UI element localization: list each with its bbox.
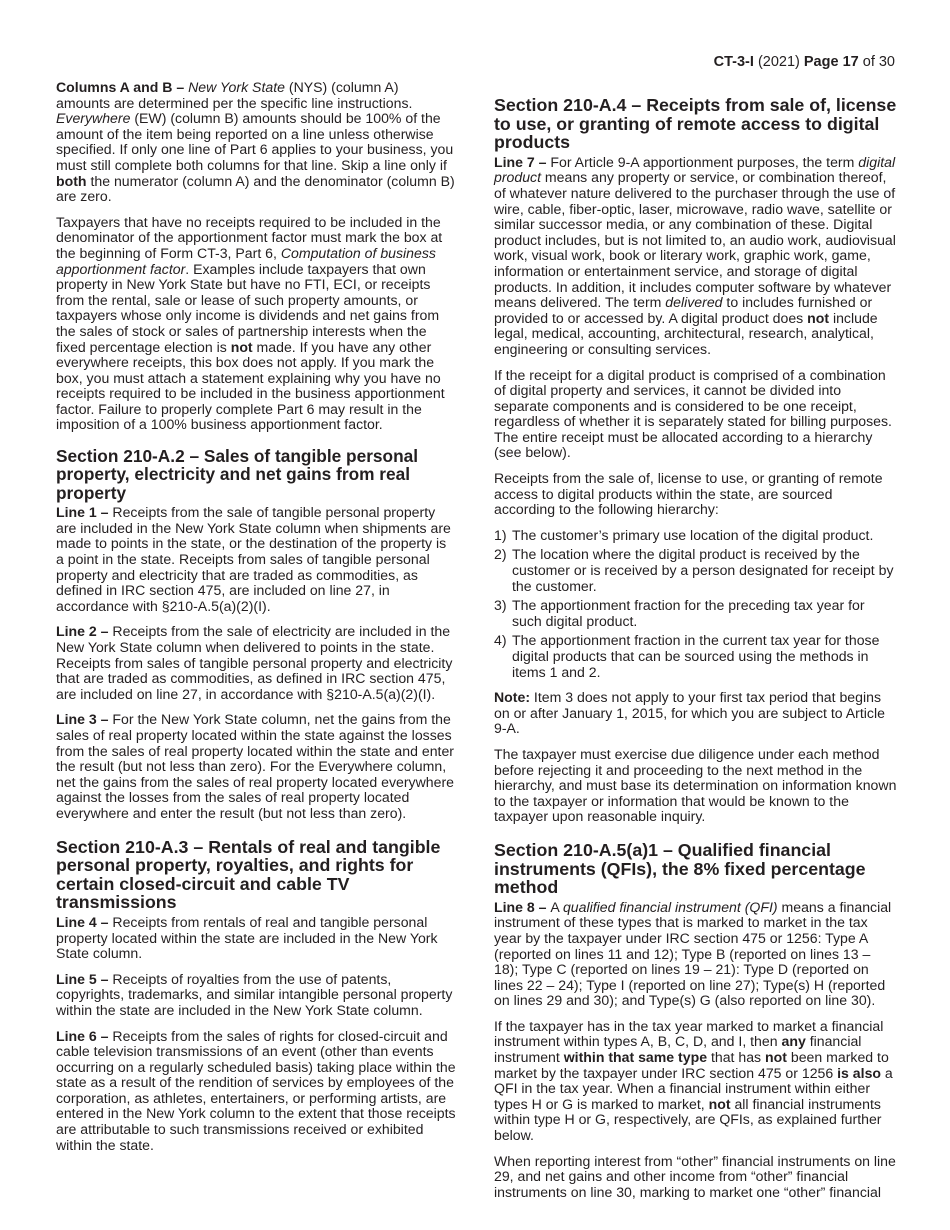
text-run: Receipts from the sales of rights for closed-circuit and cable television transmissions of an event (other than events occurring on a regularly scheduled basis) taking place within the state as a result of the rendition of services by employees of the corporation, as athletes, entertainers, or performing artists, are entered in the New York column to the extent that those receipts are attributable to such transmissions received or exhibited within the state. bbox=[56, 1027, 456, 1153]
marked-to-market-paragraph bbox=[494, 1019, 897, 1144]
qfi-term: qualified financial instrument (QFI) bbox=[562, 898, 778, 915]
no-receipts-paragraph bbox=[56, 215, 456, 433]
hierarchy-intro-paragraph: Receipts from the sale of, license to use, or granting of remote access to digital products within the state, are sourced according to the following hierarchy: bbox=[494, 470, 883, 518]
columns-a-b-paragraph bbox=[56, 80, 456, 205]
list-text: The customer’s primary use location of the digital product. bbox=[512, 526, 874, 543]
text-run: (NYS) (column A) amounts are determined per the specific line instructions. bbox=[56, 79, 413, 111]
line-6-paragraph bbox=[56, 1029, 456, 1154]
text-run: A bbox=[550, 898, 563, 915]
form-number: CT-3-I bbox=[713, 54, 754, 70]
list-number: 1) bbox=[494, 526, 507, 543]
line-8-paragraph bbox=[494, 900, 897, 1009]
text-run: Receipts from the sale of electricity are included in the New York State column when delivered to points in the state. Receipts from sales of tangible personal property and electricity that are traded as commodities, as defined in IRC section 475, are included on line 27, in accordance with §210-A.5(a)(2)(I). bbox=[56, 623, 453, 702]
line-label: Line 3 – bbox=[56, 711, 113, 728]
section-210-a4-heading: Section 210-A.4 – Receipts from sale of, license to use, or granting of remote access to digital products bbox=[494, 95, 897, 153]
text-run: (EW) (column B) amounts should be 100% of the amount of the item being reported on a line unless otherwise specified. If only one line of Part 6 applies to your business, you must still complete both columns for that line. Skip a line only if bbox=[56, 110, 454, 173]
emphasis-both: both bbox=[56, 172, 87, 189]
combination-receipt-paragraph: If the receipt for a digital product is comprised of a combination of digital property and services, it cannot be divided into separate components and is considered to be one receipt, regardless of whether it is separately stated for billing purposes. The entire receipt must be allocated according to a hierarchy (see below). bbox=[494, 366, 892, 461]
line-2-paragraph bbox=[56, 624, 456, 702]
note-label: Note: bbox=[494, 689, 531, 706]
right-column bbox=[494, 80, 897, 1210]
line-3-paragraph bbox=[56, 712, 456, 821]
hierarchy-list bbox=[494, 528, 897, 680]
text-run: that has bbox=[707, 1049, 766, 1066]
text-run: financial instrument bbox=[494, 1033, 862, 1066]
list-item bbox=[494, 633, 897, 680]
emphasis-not: not bbox=[708, 1095, 731, 1112]
text-run: include legal, medical, accounting, architectural, research, analytical, engineering or consulting services. bbox=[494, 309, 878, 357]
section-210-a3-heading: Section 210-A.3 – Rentals of real and tangible personal property, royalties, and rights for certain closed-circuit and cable TV transmissions bbox=[56, 836, 441, 913]
section-210-a2-heading: Section 210-A.2 – Sales of tangible personal property, electricity and net gains from real property bbox=[56, 446, 419, 503]
text-run: Receipts from the sale of tangible personal property are included in the New York State column when shipments are made to points in the state, or the destination of the property is a point in the state. Receipts from sales of tangible personal property and electricity that are traded as commodities, as defined in IRC section 475, are included on line 27, in accordance with §210-A.5(a)(2)(I). bbox=[56, 504, 451, 614]
due-diligence-paragraph: The taxpayer must exercise due diligence under each method before rejecting it and proceeding to the next method in the hierarchy, and must base its determination on information known to the taxpayer or information that would be known to the taxpayer upon reasonable inquiry. bbox=[494, 745, 897, 825]
list-item bbox=[494, 598, 897, 629]
emphasis-not: not bbox=[765, 1049, 787, 1066]
part6-title: Computation of business apportionment factor bbox=[56, 244, 436, 277]
list-item bbox=[494, 547, 897, 594]
text-run: If the taxpayer has in the tax year marked to market a financial instrument within types A, B, C, D, and I, then bbox=[494, 1017, 884, 1050]
text-run: Taxpayers that have no receipts required to be included in the denominator of the apportionment factor must mark the box at the beginning of Form CT-3, Part 6, bbox=[56, 213, 443, 261]
delivered-term: delivered bbox=[665, 294, 723, 311]
other-instruments-paragraph: When reporting interest from “other” financial instruments on line 29, and net gains and other income from “other” financial instruments on line 30, marking to market one “other” financial bbox=[494, 1152, 896, 1200]
list-number: 4) bbox=[494, 632, 507, 649]
text-run: a QFI in the tax year. When a financial instrument within either types H or G is marked to market, bbox=[494, 1064, 893, 1112]
line-label: Line 5 – bbox=[56, 970, 113, 987]
text-run: means any property or service, or combination thereof, of whatever nature delivered to the purchaser through the use of wire, cable, fiber-optic, laser, microwave, radio wave, satellite or similar successor media, or any combination of these. Digital product includes, but is not limited to, an audio work, audiovisual work, visual work, book or literary work, graphic work, game, information or entertainment service, and storage of digital products. In addition, it includes computer software by whatever means delivered. The term bbox=[494, 169, 896, 311]
line-7-paragraph bbox=[494, 155, 897, 358]
emphasis-same-type: within that same type bbox=[563, 1049, 708, 1066]
line-label: Line 7 – bbox=[494, 153, 551, 170]
page-header bbox=[714, 53, 895, 71]
digital-product-term: digital product bbox=[494, 153, 896, 186]
text-run: means a financial instrument of these types that is marked to market in the tax year by the taxpayer under IRC section 475 or 1256: Type A (reported on lines 11 and 12); Type B (reported on lines 13 – 18); Type C (reported on lines 19 – 21): Type D (reported on lines 22 – 24); Type I (reported on line 27); Type(s) H (reported on lines 29 and 30); and Type(s) G (also reported on line 30). bbox=[494, 898, 892, 1009]
text-run: For Article 9-A apportionment purposes, the term bbox=[550, 153, 859, 170]
list-number: 3) bbox=[494, 597, 507, 614]
line-4-paragraph bbox=[56, 915, 456, 962]
line-label: Line 2 – bbox=[56, 623, 113, 640]
text-run: For the New York State column, net the gains from the sales of real property located within the state against the losses from the sales of real property located within the state and enter the result (but not less than zero). For the Everywhere column, net the gains from the sales of real property located everywhere against the losses from the sales of real property located everywhere and enter the result (but not less than zero). bbox=[56, 711, 454, 821]
nys-term: New York State bbox=[188, 79, 285, 95]
page-number: Page 17 bbox=[803, 54, 859, 70]
list-item bbox=[494, 528, 897, 544]
text-run: . Examples include taxpayers that own property in New York State but have no FTI, ECI, or receipts from the rental, sale or lease of such property amounts, or taxpayers whose only income is dividends and net gains from the sales of stock or sales of partnership interests when the fixed percentage election is bbox=[56, 260, 440, 355]
form-year: (2021) bbox=[757, 54, 800, 70]
text-run: Receipts from rentals of real and tangible personal property located within the state are included in the New York State column. bbox=[56, 913, 438, 962]
everywhere-term: Everywhere bbox=[56, 110, 131, 127]
list-text: The apportionment fraction in the current tax year for those digital products that can be sourced using the methods in items 1 and 2. bbox=[512, 632, 880, 680]
columns-a-b-label: Columns A and B – bbox=[56, 79, 189, 95]
text-run: been marked to market by the taxpayer under IRC section 475 or 1256 bbox=[494, 1049, 889, 1081]
text-run: Receipts of royalties from the use of patents, copyrights, trademarks, and similar intangible personal property within the state are included in the New York State column. bbox=[56, 970, 453, 1018]
emphasis-not: not bbox=[230, 338, 253, 355]
line-1-paragraph bbox=[56, 505, 456, 614]
emphasis-any: any bbox=[781, 1033, 806, 1050]
left-column bbox=[56, 80, 456, 1163]
text-run: to includes furnished or provided to or accessed by. A digital product does bbox=[494, 294, 873, 326]
page-total: of 30 bbox=[862, 54, 895, 70]
line-label: Line 1 – bbox=[56, 504, 113, 521]
text-run: made. If you have any other everywhere receipts, this box does not apply. If you mark the box, you must attach a statement explaining why you have no receipts required to be included in the business apportionment factor. Failure to properly complete Part 6 may result in the imposition of a 100% business apportionment factor. bbox=[56, 338, 445, 433]
section-210-a5a1-heading: Section 210-A.5(a)1 – Qualified financial instruments (QFIs), the 8% fixed percentage method bbox=[494, 839, 866, 898]
emphasis-not: not bbox=[807, 309, 830, 326]
emphasis-is-also: is also bbox=[837, 1064, 882, 1081]
text-run: the numerator (column A) and the denominator (column B) are zero. bbox=[56, 172, 455, 205]
line-label: Line 4 – bbox=[56, 913, 113, 930]
text-run: Item 3 does not apply to your first tax period that begins on or after January 1, 2015, for which you are subject to Article 9-A. bbox=[494, 689, 885, 737]
line-label: Line 6 – bbox=[56, 1027, 113, 1044]
list-number: 2) bbox=[494, 546, 507, 563]
text-run: all financial instruments within type H or G, respectively, are QFIs, as explained further below. bbox=[494, 1095, 882, 1144]
list-text: The location where the digital product is received by the customer or is received by a person designated for receipt by the customer. bbox=[512, 546, 894, 594]
line-label: Line 8 – bbox=[494, 898, 551, 915]
list-text: The apportionment fraction for the preceding tax year for such digital product. bbox=[512, 597, 865, 629]
line-5-paragraph bbox=[56, 972, 456, 1019]
note-paragraph bbox=[494, 690, 897, 737]
